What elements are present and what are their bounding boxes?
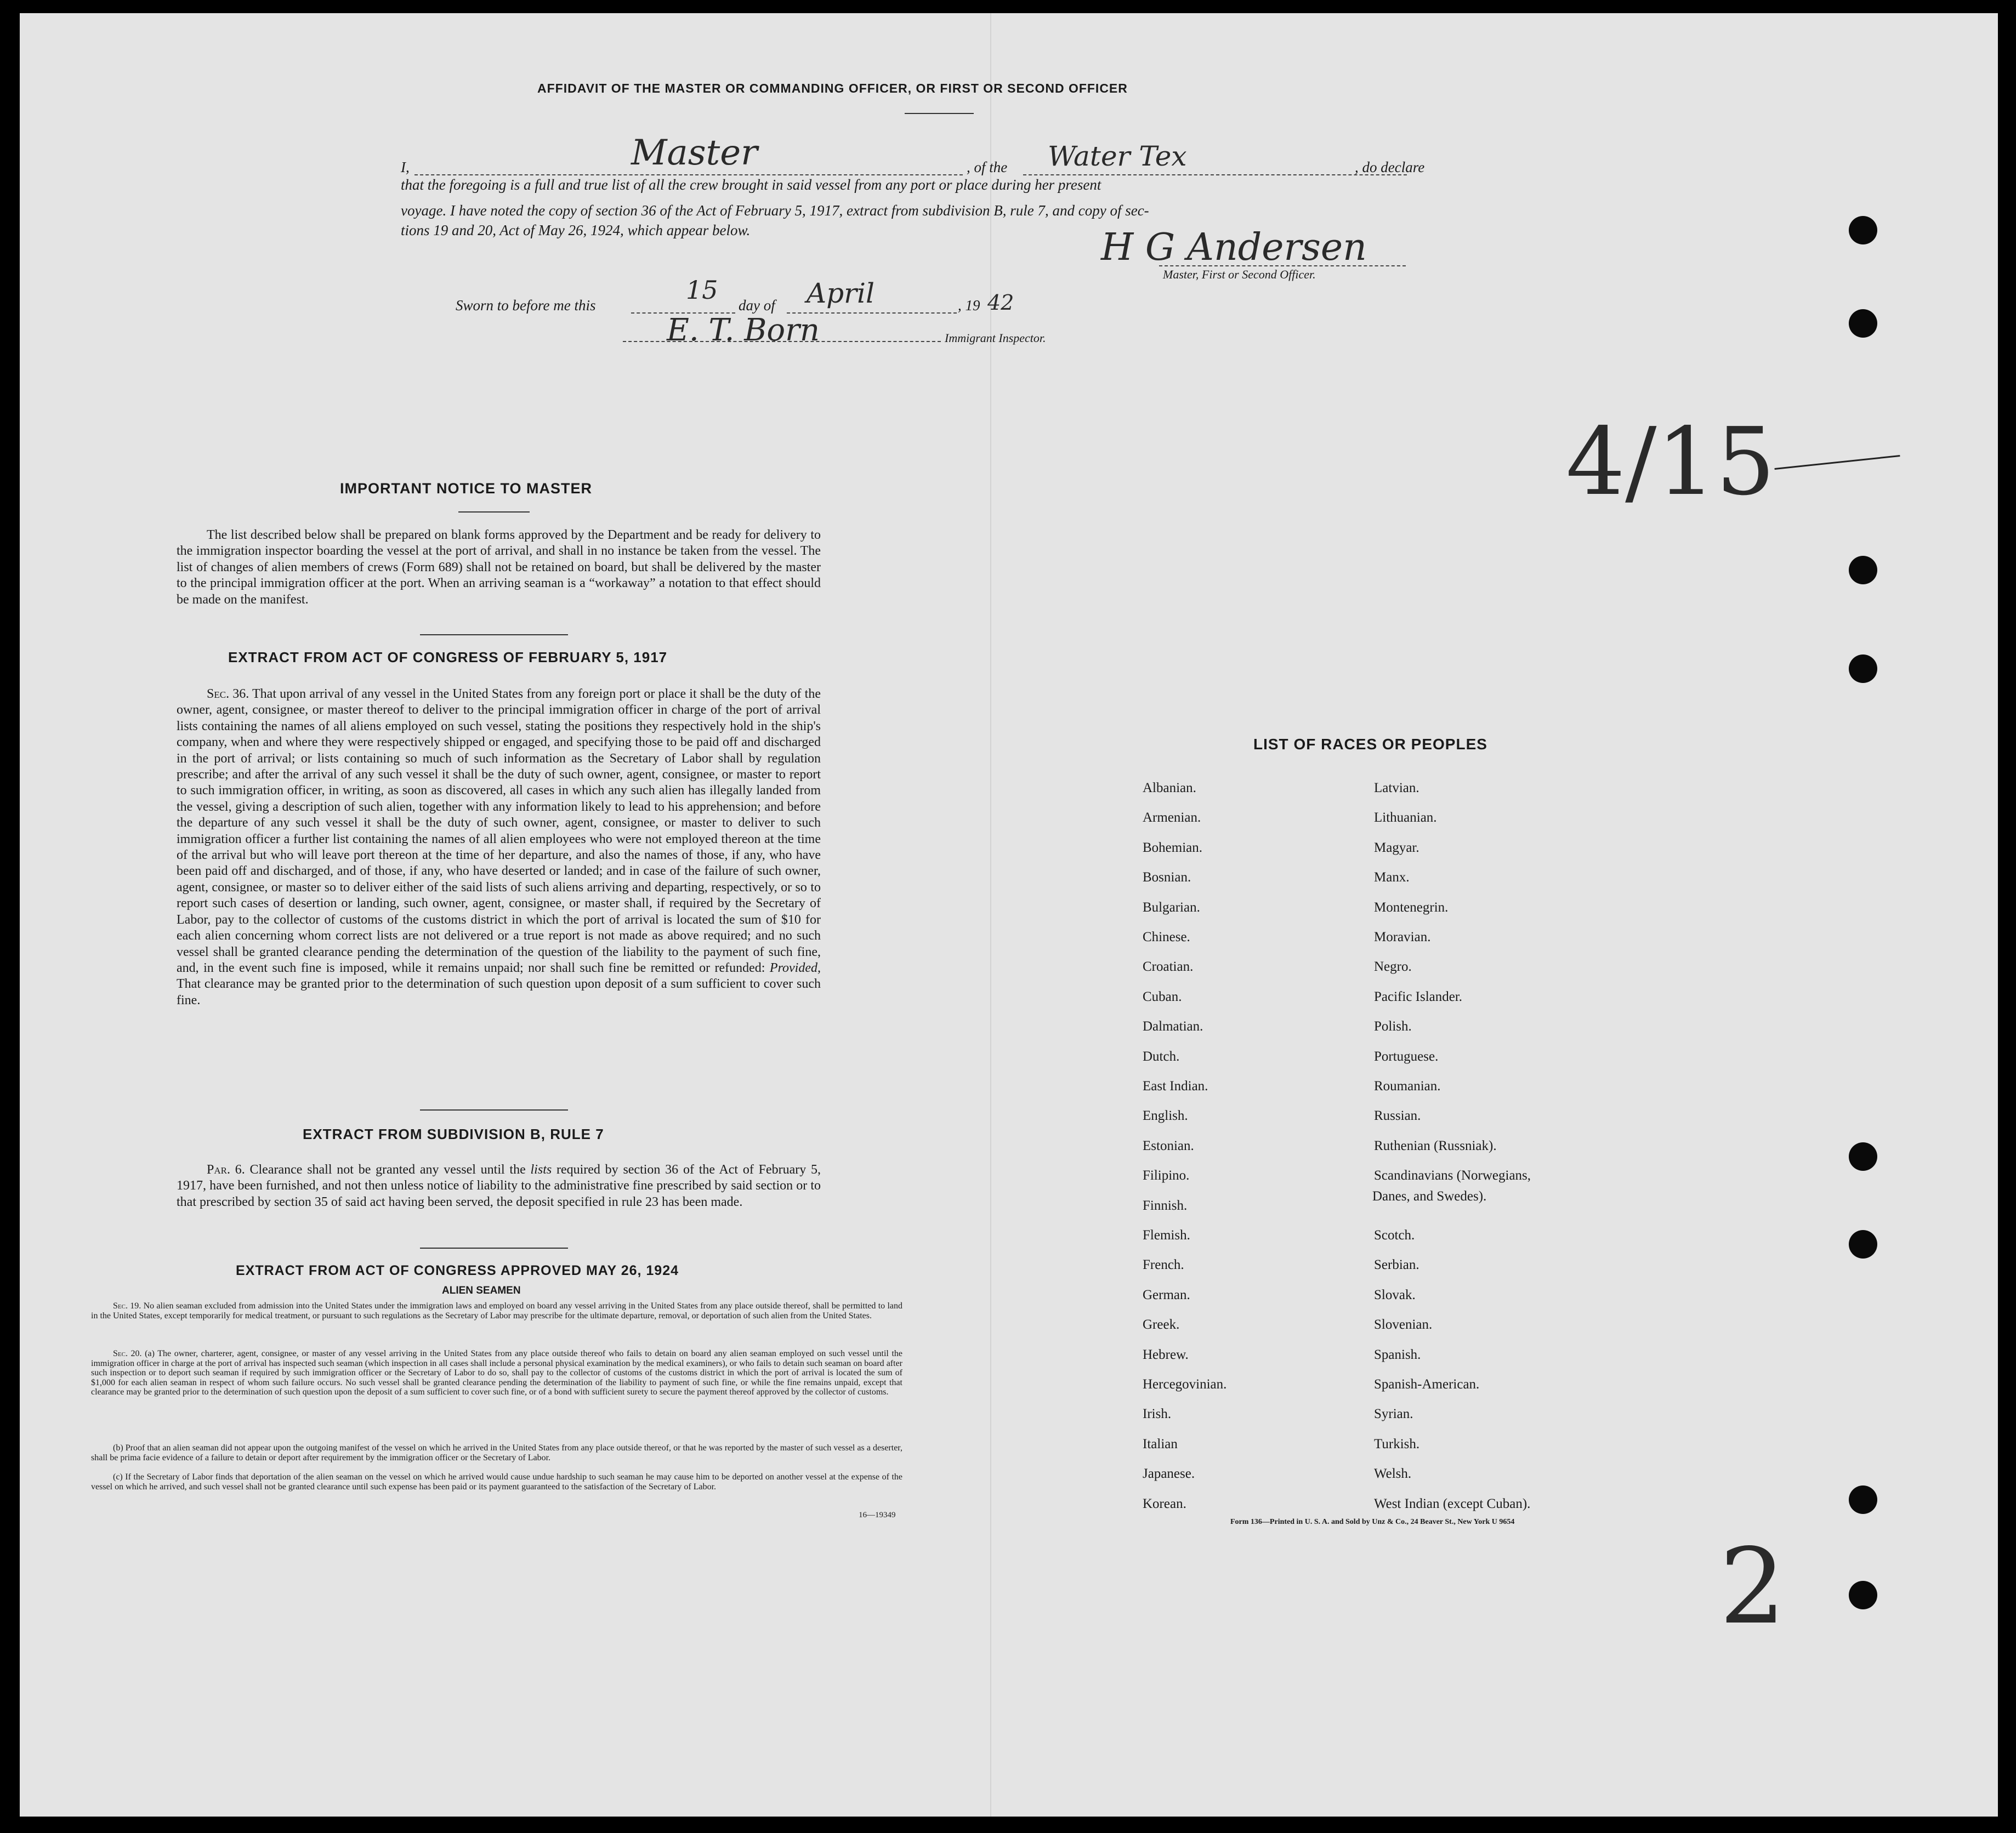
race-left-item: Armenian.: [1143, 810, 1201, 826]
extract2-heading: EXTRACT FROM SUBDIVISION B, RULE 7: [303, 1126, 604, 1142]
race-left-item: Hebrew.: [1143, 1347, 1189, 1362]
affidavit-line2: that the foregoing is a full and true list of all the crew brought in said vessel from any port or place during her present: [401, 177, 1101, 193]
extract2-divider: [420, 1248, 568, 1249]
par6-text: [177, 1162, 821, 1210]
sec20c-text: (c) If the Secretary of Labor finds that deportation of the alien seaman on the vessel on which he arrived would cause undue hardship to such seaman he may cause him to be deported on another vessel at the expense of the vessel on which he arrived, and such vessel shall not be granted clearance until such expense has been paid or its payment guaranteed to the satisfaction of the Secretary of Labor.: [91, 1472, 902, 1492]
race-left-item: Japanese.: [1143, 1466, 1195, 1482]
race-right-item: Montenegrin.: [1374, 900, 1449, 915]
race-right-item: Polish.: [1374, 1019, 1412, 1034]
master-signature: H G Andersen: [1101, 226, 1367, 269]
race-right-item: West Indian (except Cuban).: [1374, 1496, 1531, 1511]
race-left-item: Dalmatian.: [1143, 1019, 1203, 1034]
affidavit-title: AFFIDAVIT OF THE MASTER OR COMMANDING OFFICER, OR FIRST OR SECOND OFFICER: [537, 81, 1128, 95]
sec20a-text: [91, 1349, 902, 1397]
sworn-day-of: day of: [739, 297, 775, 314]
race-right-item: Slovenian.: [1374, 1317, 1433, 1333]
race-left-item: German.: [1143, 1287, 1190, 1302]
race-left-item: Irish.: [1143, 1407, 1172, 1422]
print-code: 16—19349: [859, 1511, 896, 1519]
race-left-item: Finnish.: [1143, 1198, 1188, 1213]
sworn-year-handwritten: 42: [987, 291, 1014, 315]
notice-heading: IMPORTANT NOTICE TO MASTER: [340, 480, 592, 497]
sec20-label: Sec. 20.: [113, 1349, 142, 1358]
race-left-item: Croatian.: [1143, 959, 1194, 975]
par6-lists: lists: [530, 1163, 552, 1177]
punch-hole: [1849, 556, 1877, 584]
race-right-item: Spanish-American.: [1374, 1377, 1480, 1392]
race-left-item: Albanian.: [1143, 781, 1196, 795]
sworn-month-handwritten: April: [807, 277, 874, 309]
vessel-name-handwritten: Water Tex: [1048, 140, 1187, 172]
race-left-item: Italian: [1143, 1436, 1178, 1451]
race-right-item: Latvian.: [1374, 781, 1419, 795]
race-right-item: Ruthenian (Russniak).: [1374, 1138, 1497, 1153]
race-left-item: Hercegovinian.: [1143, 1377, 1227, 1392]
race-right-item: Slovak.: [1374, 1287, 1416, 1302]
notice-divider: [420, 634, 568, 635]
race-left-item: Flemish.: [1143, 1228, 1190, 1243]
race-right-continuation: Danes, and Swedes).: [1372, 1189, 1487, 1204]
race-right-item: Welsh.: [1374, 1466, 1412, 1482]
race-right-item: Magyar.: [1374, 840, 1419, 855]
sec36-tail: That clearance may be granted prior to the determination of such question upon deposit of a sum sufficient to cover such fine.: [177, 977, 821, 1007]
sec36-label: Sec. 36.: [207, 687, 249, 701]
sworn-day-handwritten: 15: [686, 275, 718, 305]
punch-hole: [1849, 216, 1877, 244]
affidavit-i: I,: [401, 159, 410, 175]
race-left-item: Bosnian.: [1143, 870, 1191, 885]
punch-hole: [1849, 309, 1877, 338]
race-right-item: Syrian.: [1374, 1407, 1413, 1422]
sec19-body: No alien seaman excluded from admission into the United States under the immigration laws and employed on board any vessel arriving in the United States from any place outside thereof, shall be permitted to land in the United States, except temporarily for medical treatment, or pursuant to such regulations as the Secretary of Labor may prescribe for the ultimate departure, removal, or deportation of such alien from the United States.: [91, 1301, 903, 1320]
race-left-item: Greek.: [1143, 1317, 1180, 1333]
form-footer: Form 136—Printed in U. S. A. and Sold by Unz & Co., 24 Beaver St., New York U 9654: [1230, 1518, 1515, 1526]
sec20b-text: (b) Proof that an alien seaman did not appear upon the outgoing manifest of the vessel on which he arrived in the United States from any place outside thereof, or that he was reported by the master of such vessel as a deserter, shall be prima facie evidence of a failure to detain or deport after requirement by the immigration officer or the Secretary of Labor.: [91, 1443, 902, 1462]
document-sheet: [20, 13, 1998, 1817]
punch-hole: [1849, 1142, 1877, 1171]
race-left-item: Cuban.: [1143, 989, 1182, 1004]
master-role-label: Master, First or Second Officer.: [1163, 267, 1316, 281]
sec36-provided: Provided,: [769, 960, 821, 975]
margin-note-handwritten: 4/15: [1566, 408, 1775, 516]
inspector-role-label: Immigrant Inspector.: [945, 331, 1046, 345]
sworn-year-prefix: , 19: [958, 297, 980, 314]
par6-text-a: Clearance shall not be granted any vessel until the: [249, 1163, 526, 1177]
race-right-item: Manx.: [1374, 870, 1410, 885]
extract1-heading: EXTRACT FROM ACT OF CONGRESS OF FEBRUARY 5, 1917: [228, 649, 668, 665]
par6-label: Par. 6.: [207, 1163, 245, 1177]
race-right-item: Turkish.: [1374, 1436, 1420, 1451]
race-left-item: Bulgarian.: [1143, 900, 1200, 915]
race-right-item: Roumanian.: [1374, 1079, 1441, 1094]
races-heading: LIST OF RACES OR PEOPLES: [1253, 736, 1487, 753]
race-right-item: Pacific Islander.: [1374, 989, 1463, 1004]
punch-hole: [1849, 1581, 1877, 1609]
extract3-heading: EXTRACT FROM ACT OF CONGRESS APPROVED MAY 26, 1924: [236, 1263, 679, 1278]
punch-hole: [1849, 654, 1877, 683]
punch-hole: [1849, 1485, 1877, 1514]
race-right-item: Serbian.: [1374, 1257, 1419, 1273]
affidavit-of-the: , of the: [967, 159, 1008, 175]
sec36-body: That upon arrival of any vessel in the United States from any foreign port or place it shall be the duty of the owner, agent, consignee, or master thereof to deliver to the principal immigration officer in charge of the port of arrival lists containing the names of all aliens employed on such vessel, stating the positions they respectively hold in the ship's company, when and where they were respectively shipped or engaged, and specifying those to be paid off and discharged in the port of arrival; or lists containing so much of such information as the Secretary of Labor shall by regulation prescribe; and after the arrival of any such vessel it shall be the duty of such owner, agent, consignee, or master to report to such immigration officer, in writing, as soon as discovered, all cases in which any such alien has illegally landed from the vessel, giving a description of such alien, together with any information likely to lead to his apprehension; and before the departure of any such vessel it shall be the duty of such owner, agent, consignee, or master to deliver to such immigration officer a further list containing the names of all alien employees who were not employed thereon at the time of the arrival but who will leave port thereon at the time of her departure, and also the names of those, if any, who have been paid off and discharged, and of those, if any, who have deserted or landed; and in case of the failure of such owner, agent, consignee, or master so to deliver either of the said lists of such aliens arriving and departing, respectively, or so to report such cases of desertion or landing, such owner, agent, consignee, or master shall, if required by the Secretary of Labor, pay to the collector of customs of the customs district in which the port of arrival is located the sum of $10 for each alien concerning whom correct lists are not delivered or a true report is not made as above required; and no such vessel shall be granted clearance pending the determination of the question of the liability to the payment of such fine, and, in the event such fine is imposed, while it remains unpaid; nor shall such fine be remitted or refunded:: [177, 687, 821, 975]
race-right-item: Portuguese.: [1374, 1049, 1439, 1064]
sworn-prefix: Sworn to before me this: [456, 297, 596, 314]
race-left-item: Bohemian.: [1143, 840, 1203, 855]
affidavit-do-declare: , do declare: [1355, 159, 1425, 175]
sec36-text: [177, 686, 821, 1009]
inspector-signature: E. T. Born: [667, 312, 820, 348]
race-right-item: Scandinavians (Norwegians,: [1374, 1168, 1531, 1183]
notice-body: The list described below shall be prepared on blank forms approved by the Department and be ready for delivery to the immigration inspector boarding the vessel at the port of arrival, and shall in no instance be taken from the vessel. The list of changes of alien members of crews (Form 689) shall not be retained on board, but shall be delivered by the master to the principal immigration officer at the port. When an arriving seaman is a “workaway” a notation to that effect should be made on the manifest.: [177, 528, 821, 607]
race-right-item: Russian.: [1374, 1108, 1421, 1124]
notice-heading-rule: [458, 511, 530, 513]
sec19-label: Sec. 19.: [113, 1301, 141, 1311]
corner-mark-handwritten: 2: [1719, 1526, 1786, 1647]
race-left-item: Filipino.: [1143, 1168, 1190, 1183]
race-left-item: French.: [1143, 1257, 1184, 1273]
race-right-item: Moravian.: [1374, 930, 1431, 944]
race-left-item: Korean.: [1143, 1496, 1186, 1511]
affidavit-title-rule: [905, 113, 974, 114]
race-left-item: Estonian.: [1143, 1138, 1194, 1153]
extract3-subheading: ALIEN SEAMEN: [442, 1285, 521, 1296]
sec20a-body: (a) The owner, charterer, agent, consignee, or master of any vessel arriving in the United States from any place outside thereof who fails to detain on board any alien seaman employed on such vessel until the immigration officer in charge at the port of arrival has inspected such seaman (which inspection in all cases shall include a personal physical examination by the medical examiners), or who fails to detain such seaman on board after such inspection or to deport such seaman if required by such immigration officer or the Secretary of Labor to do so, shall pay to the collector of customs of the customs district in which the port of arrival is located the sum of $1,000 for each alien seaman in respect of whom such failure occurs. No such vessel shall be granted clearance pending the determination of the liability to payment of such fine, or while the fine remains unpaid, except that clearance may be granted prior to the determination of such question upon the deposit of a sum sufficient to cover such fine, or of a bond with sufficient surety to secure the payment thereof approved by the collector of customs.: [91, 1349, 902, 1397]
race-right-item: Lithuanian.: [1374, 810, 1437, 826]
margin-note-stroke: [1774, 455, 1900, 470]
affidavit-line3: voyage. I have noted the copy of section 36 of the Act of February 5, 1917, extract from subdivision B, rule 7, and copy of sec-: [401, 202, 1149, 219]
punch-hole: [1849, 1230, 1877, 1259]
race-left-item: Dutch.: [1143, 1049, 1180, 1064]
race-left-item: Chinese.: [1143, 930, 1190, 944]
affidavit-line1: [401, 133, 1459, 175]
extract1-divider: [420, 1109, 568, 1111]
race-left-item: English.: [1143, 1108, 1188, 1124]
par6-text-b: required by section 36 of the Act of February 5, 1917, have been furnished, and not then unless notice of liability to the administrative fine prescribed by said section or to that prescribed by section 35 of said act having been served, the deposit specified in rule 23 has been made.: [177, 1163, 821, 1209]
race-right-item: Negro.: [1374, 959, 1412, 975]
sec19-text: [91, 1301, 902, 1320]
race-right-item: Spanish.: [1374, 1347, 1421, 1362]
affidavit-line4: tions 19 and 20, Act of May 26, 1924, which appear below.: [401, 222, 751, 238]
race-left-item: East Indian.: [1143, 1079, 1208, 1094]
master-name-handwritten: Master: [631, 133, 758, 173]
race-right-item: Scotch.: [1374, 1228, 1415, 1243]
